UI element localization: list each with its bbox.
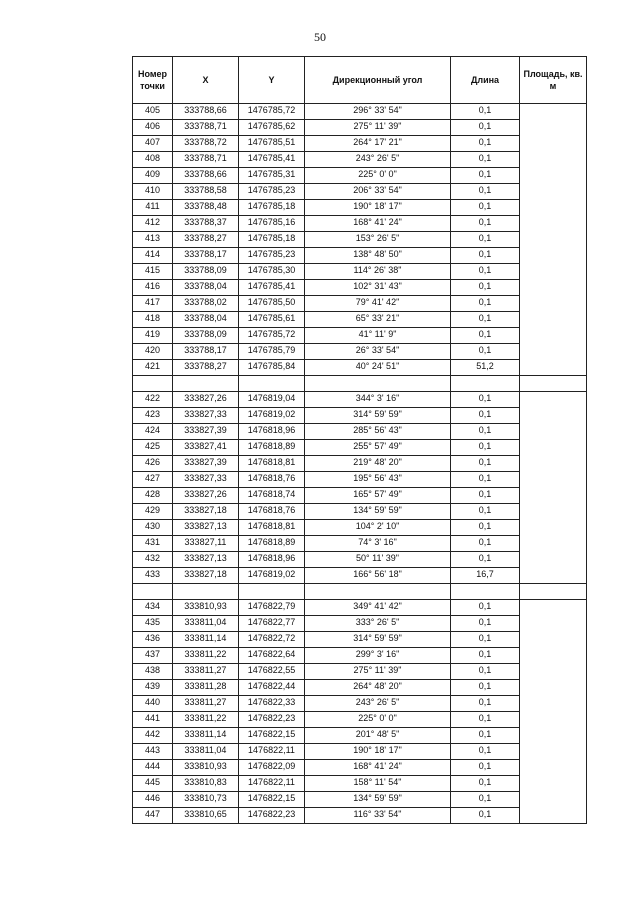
length-cell: 0,1	[451, 120, 520, 136]
x-coordinate-cell: 333788,09	[173, 328, 239, 344]
length-cell: 0,1	[451, 696, 520, 712]
point-number-cell: 426	[133, 456, 173, 472]
length-cell: 0,1	[451, 632, 520, 648]
x-coordinate-cell: 333827,11	[173, 536, 239, 552]
table-row	[133, 488, 587, 504]
y-coordinate-cell: 1476822,72	[239, 632, 305, 648]
length-cell: 0,1	[451, 392, 520, 408]
direction-angle-cell: 190° 18' 17"	[305, 200, 451, 216]
header-area: Площадь, кв. м	[520, 57, 587, 104]
y-coordinate-cell: 1476822,09	[239, 760, 305, 776]
x-coordinate-cell: 333788,09	[173, 264, 239, 280]
point-number-cell: 441	[133, 712, 173, 728]
direction-angle-cell: 134° 59' 59"	[305, 792, 451, 808]
length-cell: 0,1	[451, 408, 520, 424]
x-coordinate-cell: 333788,72	[173, 136, 239, 152]
x-coordinate-cell: 333827,26	[173, 392, 239, 408]
point-number-cell: 445	[133, 776, 173, 792]
x-coordinate-cell: 333788,27	[173, 360, 239, 376]
y-coordinate-cell: 1476785,18	[239, 232, 305, 248]
point-number-cell: 444	[133, 760, 173, 776]
length-cell: 0,1	[451, 472, 520, 488]
table-row	[133, 184, 587, 200]
point-number-cell: 429	[133, 504, 173, 520]
y-coordinate-cell: 1476785,18	[239, 200, 305, 216]
table-row	[133, 536, 587, 552]
point-number-cell: 410	[133, 184, 173, 200]
point-number-cell: 439	[133, 680, 173, 696]
point-number-cell: 417	[133, 296, 173, 312]
length-cell: 0,1	[451, 456, 520, 472]
table-row	[133, 552, 587, 568]
point-number-cell: 430	[133, 520, 173, 536]
x-coordinate-cell: 333810,65	[173, 808, 239, 824]
length-cell: 0,1	[451, 680, 520, 696]
x-coordinate-cell: 333810,93	[173, 600, 239, 616]
table-row	[133, 792, 587, 808]
table-row	[133, 664, 587, 680]
direction-angle-cell: 275° 11' 39"	[305, 664, 451, 680]
page-number: 50	[314, 30, 326, 44]
y-coordinate-cell: 1476785,79	[239, 344, 305, 360]
point-number-cell: 427	[133, 472, 173, 488]
x-coordinate-cell: 333827,13	[173, 552, 239, 568]
direction-angle-cell: 158° 11' 54"	[305, 776, 451, 792]
empty-cell	[305, 584, 451, 600]
length-cell: 0,1	[451, 616, 520, 632]
length-cell: 0,1	[451, 520, 520, 536]
direction-angle-cell: 285° 56' 43"	[305, 424, 451, 440]
y-coordinate-cell: 1476785,16	[239, 216, 305, 232]
direction-angle-cell: 243° 26' 5"	[305, 696, 451, 712]
area-cell	[520, 104, 587, 376]
y-coordinate-cell: 1476785,61	[239, 312, 305, 328]
length-cell: 0,1	[451, 136, 520, 152]
x-coordinate-cell: 333811,22	[173, 712, 239, 728]
table-row	[133, 312, 587, 328]
x-coordinate-cell: 333827,18	[173, 504, 239, 520]
point-number-cell: 437	[133, 648, 173, 664]
empty-cell	[520, 376, 587, 392]
header-direction-angle: Дирекционный угол	[305, 57, 451, 104]
y-coordinate-cell: 1476822,11	[239, 744, 305, 760]
y-coordinate-cell: 1476785,23	[239, 248, 305, 264]
table-row	[133, 264, 587, 280]
direction-angle-cell: 134° 59' 59"	[305, 504, 451, 520]
x-coordinate-cell: 333788,58	[173, 184, 239, 200]
point-number-cell: 442	[133, 728, 173, 744]
direction-angle-cell: 65° 33' 21"	[305, 312, 451, 328]
table-row	[133, 392, 587, 408]
group-separator-row	[133, 376, 587, 392]
header-point-number: Номер точки	[133, 57, 173, 104]
empty-cell	[239, 584, 305, 600]
table-row	[133, 248, 587, 264]
length-cell: 0,1	[451, 168, 520, 184]
table-body	[133, 104, 587, 824]
point-number-cell: 446	[133, 792, 173, 808]
x-coordinate-cell: 333810,93	[173, 760, 239, 776]
direction-angle-cell: 344° 3' 16"	[305, 392, 451, 408]
y-coordinate-cell: 1476785,41	[239, 152, 305, 168]
empty-cell	[173, 584, 239, 600]
direction-angle-cell: 79° 41' 42"	[305, 296, 451, 312]
table-row	[133, 680, 587, 696]
direction-angle-cell: 314° 59' 59"	[305, 408, 451, 424]
direction-angle-cell: 168° 41' 24"	[305, 760, 451, 776]
length-cell: 0,1	[451, 248, 520, 264]
table-row	[133, 728, 587, 744]
y-coordinate-cell: 1476822,64	[239, 648, 305, 664]
direction-angle-cell: 206° 33' 54"	[305, 184, 451, 200]
table-row	[133, 776, 587, 792]
point-number-cell: 406	[133, 120, 173, 136]
y-coordinate-cell: 1476818,96	[239, 424, 305, 440]
table-row	[133, 232, 587, 248]
direction-angle-cell: 40° 24' 51"	[305, 360, 451, 376]
length-cell: 0,1	[451, 760, 520, 776]
table-row	[133, 456, 587, 472]
length-cell: 0,1	[451, 312, 520, 328]
table-row	[133, 808, 587, 824]
x-coordinate-cell: 333811,04	[173, 616, 239, 632]
direction-angle-cell: 114° 26' 38"	[305, 264, 451, 280]
y-coordinate-cell: 1476822,44	[239, 680, 305, 696]
table-row	[133, 472, 587, 488]
direction-angle-cell: 299° 3' 16"	[305, 648, 451, 664]
header-length: Длина	[451, 57, 520, 104]
y-coordinate-cell: 1476822,23	[239, 712, 305, 728]
y-coordinate-cell: 1476785,30	[239, 264, 305, 280]
direction-angle-cell: 264° 17' 21"	[305, 136, 451, 152]
y-coordinate-cell: 1476785,41	[239, 280, 305, 296]
group-separator-row	[133, 584, 587, 600]
area-cell	[520, 392, 587, 584]
x-coordinate-cell: 333827,13	[173, 520, 239, 536]
direction-angle-cell: 314° 59' 59"	[305, 632, 451, 648]
point-number-cell: 440	[133, 696, 173, 712]
length-cell: 0,1	[451, 712, 520, 728]
length-cell: 0,1	[451, 664, 520, 680]
x-coordinate-cell: 333811,14	[173, 632, 239, 648]
direction-angle-cell: 104° 2' 10"	[305, 520, 451, 536]
length-cell: 0,1	[451, 328, 520, 344]
point-number-cell: 418	[133, 312, 173, 328]
y-coordinate-cell: 1476818,81	[239, 456, 305, 472]
area-cell	[520, 600, 587, 824]
point-number-cell: 419	[133, 328, 173, 344]
direction-angle-cell: 102° 31' 43"	[305, 280, 451, 296]
table-row	[133, 504, 587, 520]
direction-angle-cell: 225° 0' 0"	[305, 168, 451, 184]
point-number-cell: 421	[133, 360, 173, 376]
table-row	[133, 440, 587, 456]
empty-cell	[451, 376, 520, 392]
y-coordinate-cell: 1476785,51	[239, 136, 305, 152]
table-header-row	[133, 57, 587, 104]
y-coordinate-cell: 1476818,81	[239, 520, 305, 536]
point-number-cell: 434	[133, 600, 173, 616]
x-coordinate-cell: 333788,02	[173, 296, 239, 312]
length-cell: 0,1	[451, 552, 520, 568]
point-number-cell: 447	[133, 808, 173, 824]
x-coordinate-cell: 333827,33	[173, 472, 239, 488]
length-cell: 0,1	[451, 440, 520, 456]
direction-angle-cell: 74° 3' 16"	[305, 536, 451, 552]
direction-angle-cell: 26° 33' 54"	[305, 344, 451, 360]
length-cell: 51,2	[451, 360, 520, 376]
length-cell: 16,7	[451, 568, 520, 584]
length-cell: 0,1	[451, 808, 520, 824]
length-cell: 0,1	[451, 280, 520, 296]
y-coordinate-cell: 1476785,84	[239, 360, 305, 376]
empty-cell	[520, 584, 587, 600]
point-number-cell: 424	[133, 424, 173, 440]
y-coordinate-cell: 1476822,15	[239, 728, 305, 744]
direction-angle-cell: 243° 26' 5"	[305, 152, 451, 168]
y-coordinate-cell: 1476822,55	[239, 664, 305, 680]
point-number-cell: 435	[133, 616, 173, 632]
point-number-cell: 428	[133, 488, 173, 504]
length-cell: 0,1	[451, 424, 520, 440]
y-coordinate-cell: 1476818,74	[239, 488, 305, 504]
x-coordinate-cell: 333788,37	[173, 216, 239, 232]
empty-cell	[239, 376, 305, 392]
direction-angle-cell: 201° 48' 5"	[305, 728, 451, 744]
table-row	[133, 328, 587, 344]
point-number-cell: 433	[133, 568, 173, 584]
table-row	[133, 648, 587, 664]
empty-cell	[133, 376, 173, 392]
y-coordinate-cell: 1476822,15	[239, 792, 305, 808]
y-coordinate-cell: 1476818,89	[239, 536, 305, 552]
y-coordinate-cell: 1476785,72	[239, 328, 305, 344]
x-coordinate-cell: 333788,71	[173, 152, 239, 168]
length-cell: 0,1	[451, 296, 520, 312]
empty-cell	[305, 376, 451, 392]
point-number-cell: 407	[133, 136, 173, 152]
table-row	[133, 568, 587, 584]
point-number-cell: 405	[133, 104, 173, 120]
table-row	[133, 632, 587, 648]
x-coordinate-cell: 333827,39	[173, 424, 239, 440]
table-row	[133, 424, 587, 440]
y-coordinate-cell: 1476818,89	[239, 440, 305, 456]
point-number-cell: 413	[133, 232, 173, 248]
direction-angle-cell: 195° 56' 43"	[305, 472, 451, 488]
direction-angle-cell: 225° 0' 0"	[305, 712, 451, 728]
direction-angle-cell: 41° 11' 9"	[305, 328, 451, 344]
x-coordinate-cell: 333788,17	[173, 344, 239, 360]
point-number-cell: 438	[133, 664, 173, 680]
y-coordinate-cell: 1476819,02	[239, 408, 305, 424]
point-number-cell: 422	[133, 392, 173, 408]
length-cell: 0,1	[451, 104, 520, 120]
direction-angle-cell: 219° 48' 20"	[305, 456, 451, 472]
x-coordinate-cell: 333788,17	[173, 248, 239, 264]
table-row	[133, 696, 587, 712]
x-coordinate-cell: 333811,28	[173, 680, 239, 696]
y-coordinate-cell: 1476785,31	[239, 168, 305, 184]
x-coordinate-cell: 333811,27	[173, 664, 239, 680]
direction-angle-cell: 50° 11' 39"	[305, 552, 451, 568]
length-cell: 0,1	[451, 488, 520, 504]
x-coordinate-cell: 333810,73	[173, 792, 239, 808]
x-coordinate-cell: 333827,18	[173, 568, 239, 584]
table-row	[133, 344, 587, 360]
y-coordinate-cell: 1476819,02	[239, 568, 305, 584]
table-row	[133, 168, 587, 184]
x-coordinate-cell: 333827,33	[173, 408, 239, 424]
length-cell: 0,1	[451, 344, 520, 360]
y-coordinate-cell: 1476822,77	[239, 616, 305, 632]
length-cell: 0,1	[451, 776, 520, 792]
table-row	[133, 712, 587, 728]
point-number-cell: 409	[133, 168, 173, 184]
length-cell: 0,1	[451, 600, 520, 616]
x-coordinate-cell: 333788,71	[173, 120, 239, 136]
point-number-cell: 423	[133, 408, 173, 424]
length-cell: 0,1	[451, 232, 520, 248]
direction-angle-cell: 349° 41' 42"	[305, 600, 451, 616]
table-row	[133, 616, 587, 632]
table-row	[133, 520, 587, 536]
point-number-cell: 412	[133, 216, 173, 232]
point-number-cell: 415	[133, 264, 173, 280]
empty-cell	[173, 376, 239, 392]
direction-angle-cell: 190° 18' 17"	[305, 744, 451, 760]
y-coordinate-cell: 1476822,79	[239, 600, 305, 616]
table-row	[133, 744, 587, 760]
x-coordinate-cell: 333788,66	[173, 104, 239, 120]
table-row	[133, 760, 587, 776]
direction-angle-cell: 255° 57' 49"	[305, 440, 451, 456]
direction-angle-cell: 264° 48' 20"	[305, 680, 451, 696]
table-row	[133, 408, 587, 424]
point-number-cell: 414	[133, 248, 173, 264]
point-number-cell: 443	[133, 744, 173, 760]
length-cell: 0,1	[451, 264, 520, 280]
length-cell: 0,1	[451, 744, 520, 760]
direction-angle-cell: 168° 41' 24"	[305, 216, 451, 232]
y-coordinate-cell: 1476785,50	[239, 296, 305, 312]
y-coordinate-cell: 1476822,33	[239, 696, 305, 712]
y-coordinate-cell: 1476822,11	[239, 776, 305, 792]
table-row	[133, 200, 587, 216]
y-coordinate-cell: 1476818,76	[239, 504, 305, 520]
table-row	[133, 360, 587, 376]
length-cell: 0,1	[451, 536, 520, 552]
length-cell: 0,1	[451, 200, 520, 216]
direction-angle-cell: 333° 26' 5"	[305, 616, 451, 632]
direction-angle-cell: 275° 11' 39"	[305, 120, 451, 136]
x-coordinate-cell: 333788,04	[173, 280, 239, 296]
point-number-cell: 431	[133, 536, 173, 552]
table-row	[133, 136, 587, 152]
table-row	[133, 280, 587, 296]
direction-angle-cell: 165° 57' 49"	[305, 488, 451, 504]
length-cell: 0,1	[451, 792, 520, 808]
point-number-cell: 432	[133, 552, 173, 568]
direction-angle-cell: 138° 48' 50"	[305, 248, 451, 264]
length-cell: 0,1	[451, 728, 520, 744]
y-coordinate-cell: 1476785,23	[239, 184, 305, 200]
length-cell: 0,1	[451, 504, 520, 520]
y-coordinate-cell: 1476818,76	[239, 472, 305, 488]
x-coordinate-cell: 333811,27	[173, 696, 239, 712]
direction-angle-cell: 116° 33' 54"	[305, 808, 451, 824]
direction-angle-cell: 153° 26' 5"	[305, 232, 451, 248]
x-coordinate-cell: 333811,22	[173, 648, 239, 664]
point-number-cell: 416	[133, 280, 173, 296]
length-cell: 0,1	[451, 648, 520, 664]
point-number-cell: 425	[133, 440, 173, 456]
x-coordinate-cell: 333827,26	[173, 488, 239, 504]
x-coordinate-cell: 333810,83	[173, 776, 239, 792]
table-row	[133, 296, 587, 312]
point-number-cell: 436	[133, 632, 173, 648]
point-number-cell: 420	[133, 344, 173, 360]
table-row	[133, 120, 587, 136]
empty-cell	[451, 584, 520, 600]
point-number-cell: 411	[133, 200, 173, 216]
coordinates-table	[132, 56, 587, 824]
length-cell: 0,1	[451, 152, 520, 168]
x-coordinate-cell: 333788,66	[173, 168, 239, 184]
point-number-cell: 408	[133, 152, 173, 168]
header-y: Y	[239, 57, 305, 104]
y-coordinate-cell: 1476785,62	[239, 120, 305, 136]
length-cell: 0,1	[451, 216, 520, 232]
table-row	[133, 152, 587, 168]
table-row	[133, 600, 587, 616]
table-row	[133, 104, 587, 120]
x-coordinate-cell: 333811,04	[173, 744, 239, 760]
x-coordinate-cell: 333788,27	[173, 232, 239, 248]
x-coordinate-cell: 333811,14	[173, 728, 239, 744]
table-row	[133, 216, 587, 232]
length-cell: 0,1	[451, 184, 520, 200]
x-coordinate-cell: 333827,41	[173, 440, 239, 456]
x-coordinate-cell: 333788,48	[173, 200, 239, 216]
direction-angle-cell: 296° 33' 54"	[305, 104, 451, 120]
x-coordinate-cell: 333827,39	[173, 456, 239, 472]
empty-cell	[133, 584, 173, 600]
x-coordinate-cell: 333788,04	[173, 312, 239, 328]
y-coordinate-cell: 1476822,23	[239, 808, 305, 824]
y-coordinate-cell: 1476785,72	[239, 104, 305, 120]
direction-angle-cell: 166° 56' 18"	[305, 568, 451, 584]
y-coordinate-cell: 1476819,04	[239, 392, 305, 408]
header-x: X	[173, 57, 239, 104]
y-coordinate-cell: 1476818,96	[239, 552, 305, 568]
